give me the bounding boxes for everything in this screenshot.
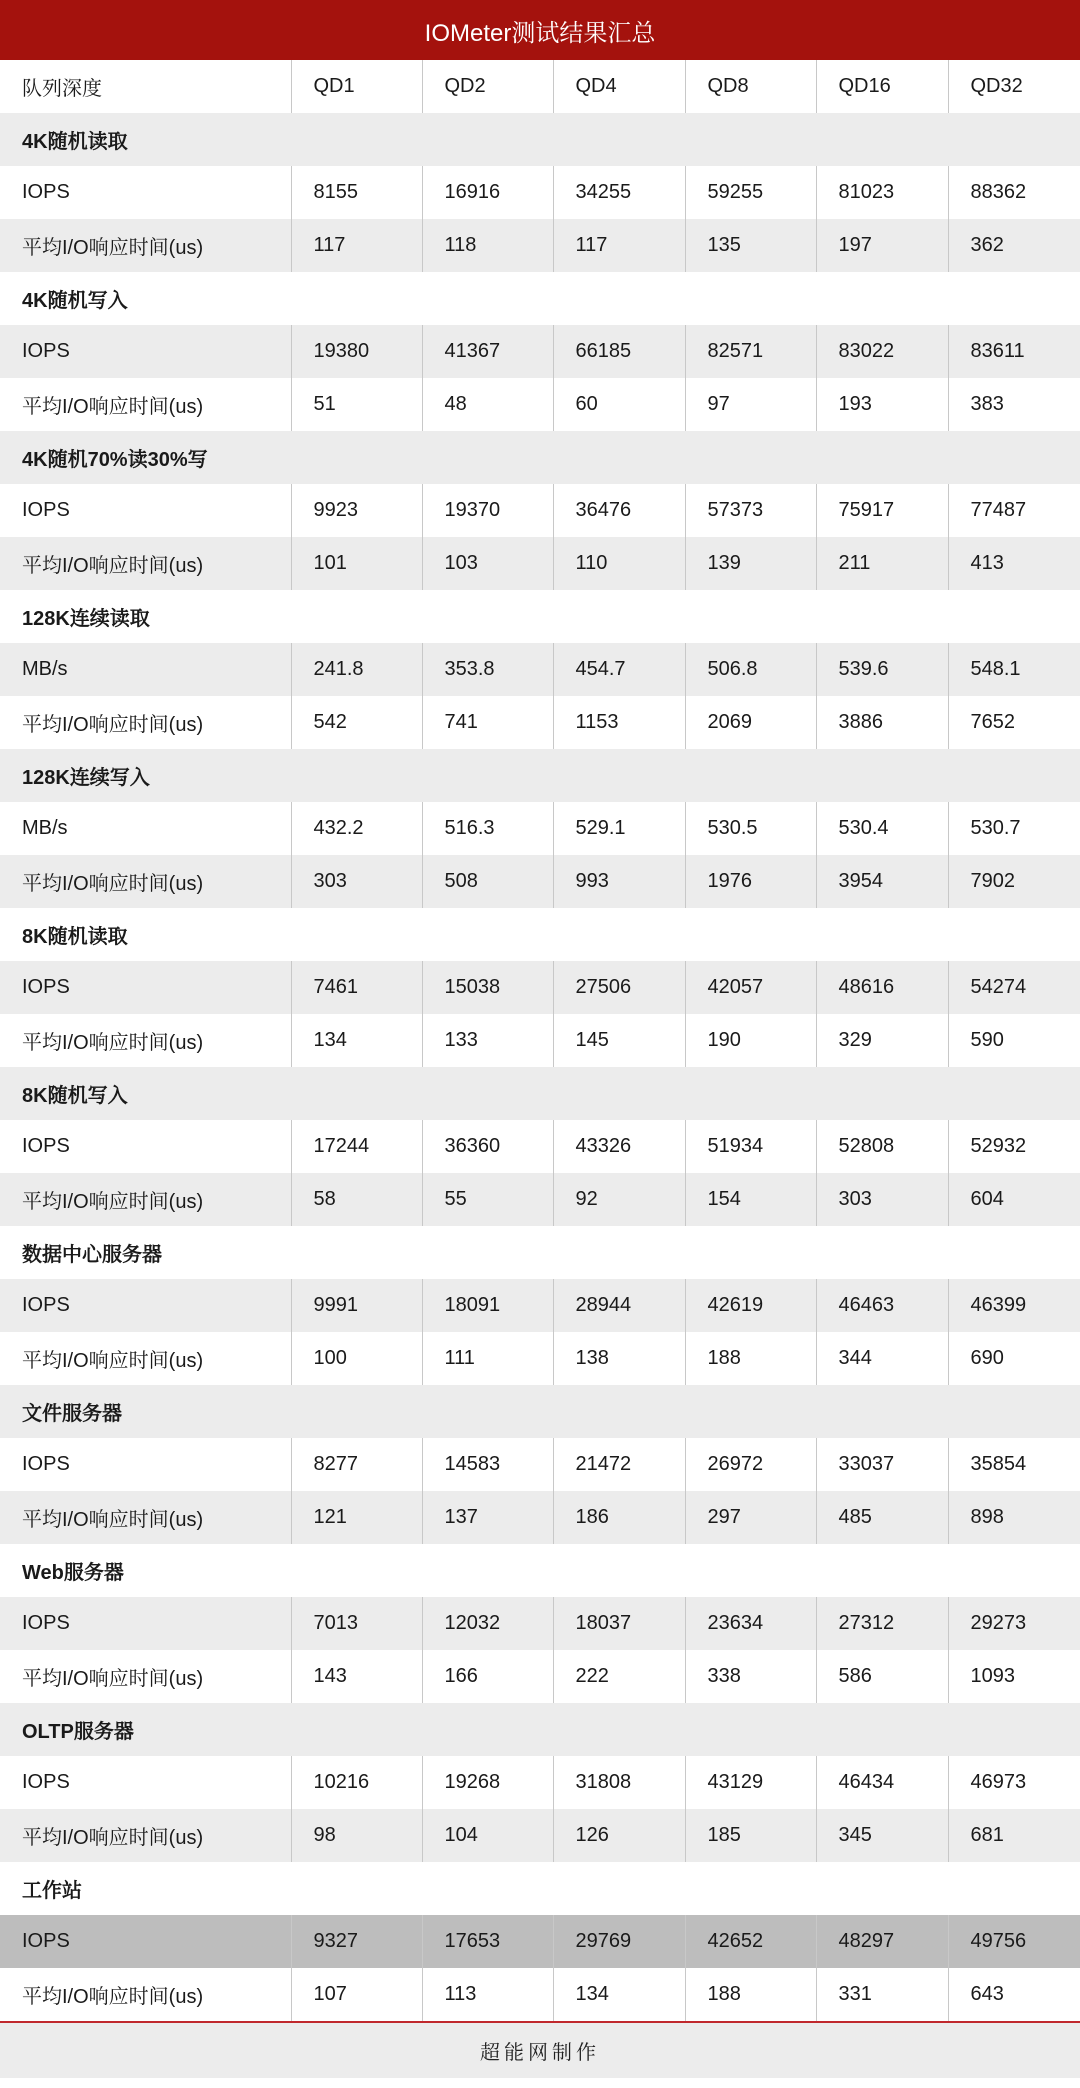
table-row [0, 1332, 1080, 1385]
metric-label: 平均I/O响应时间(us) [0, 219, 291, 272]
section-row [0, 1067, 1080, 1120]
section-title: 文件服务器 [0, 1385, 1080, 1438]
metric-value: 186 [553, 1491, 685, 1544]
metric-label: 平均I/O响应时间(us) [0, 855, 291, 908]
metric-value: 10216 [291, 1756, 422, 1809]
metric-value: 46434 [816, 1756, 948, 1809]
metric-value: 121 [291, 1491, 422, 1544]
metric-label: IOPS [0, 484, 291, 537]
metric-value: 3886 [816, 696, 948, 749]
section-title: 4K随机读取 [0, 113, 1080, 166]
table-row [0, 1173, 1080, 1226]
table-row [0, 484, 1080, 537]
metric-value: 154 [685, 1173, 816, 1226]
metric-value: 104 [422, 1809, 553, 1862]
metric-value: 7461 [291, 961, 422, 1014]
metric-label: MB/s [0, 643, 291, 696]
metric-value: 21472 [553, 1438, 685, 1491]
metric-value: 690 [948, 1332, 1080, 1385]
table-row [0, 1968, 1080, 2021]
metric-value: 48297 [816, 1915, 948, 1968]
metric-value: 57373 [685, 484, 816, 537]
metric-value: 33037 [816, 1438, 948, 1491]
metric-value: 454.7 [553, 643, 685, 696]
table-row [0, 1438, 1080, 1491]
metric-value: 345 [816, 1809, 948, 1862]
metric-value: 133 [422, 1014, 553, 1067]
metric-value: 100 [291, 1332, 422, 1385]
column-header: QD32 [948, 60, 1080, 113]
metric-value: 7652 [948, 696, 1080, 749]
metric-value: 1093 [948, 1650, 1080, 1703]
metric-value: 82571 [685, 325, 816, 378]
column-header: QD1 [291, 60, 422, 113]
metric-value: 43129 [685, 1756, 816, 1809]
section-title: 数据中心服务器 [0, 1226, 1080, 1279]
section-title: 8K随机写入 [0, 1067, 1080, 1120]
metric-label: 平均I/O响应时间(us) [0, 696, 291, 749]
metric-value: 118 [422, 219, 553, 272]
column-header: QD4 [553, 60, 685, 113]
metric-value: 241.8 [291, 643, 422, 696]
section-row [0, 431, 1080, 484]
metric-value: 993 [553, 855, 685, 908]
metric-value: 46399 [948, 1279, 1080, 1332]
metric-label: IOPS [0, 166, 291, 219]
metric-value: 77487 [948, 484, 1080, 537]
metric-value: 103 [422, 537, 553, 590]
metric-label: 平均I/O响应时间(us) [0, 1332, 291, 1385]
metric-value: 60 [553, 378, 685, 431]
metric-value: 83022 [816, 325, 948, 378]
metric-value: 413 [948, 537, 1080, 590]
section-title: 4K随机写入 [0, 272, 1080, 325]
metric-value: 530.4 [816, 802, 948, 855]
metric-value: 134 [553, 1968, 685, 2021]
table-row [0, 1279, 1080, 1332]
metric-value: 9327 [291, 1915, 422, 1968]
metric-label: IOPS [0, 325, 291, 378]
metric-value: 338 [685, 1650, 816, 1703]
metric-value: 353.8 [422, 643, 553, 696]
metric-value: 42619 [685, 1279, 816, 1332]
metric-value: 485 [816, 1491, 948, 1544]
section-title: 8K随机读取 [0, 908, 1080, 961]
section-title: OLTP服务器 [0, 1703, 1080, 1756]
metric-value: 331 [816, 1968, 948, 2021]
table-row [0, 219, 1080, 272]
metric-value: 75917 [816, 484, 948, 537]
metric-value: 55 [422, 1173, 553, 1226]
metric-value: 23634 [685, 1597, 816, 1650]
section-row [0, 749, 1080, 802]
metric-value: 516.3 [422, 802, 553, 855]
metric-value: 530.5 [685, 802, 816, 855]
table-row [0, 1650, 1080, 1703]
metric-label: IOPS [0, 1756, 291, 1809]
section-title: Web服务器 [0, 1544, 1080, 1597]
metric-value: 542 [291, 696, 422, 749]
metric-value: 135 [685, 219, 816, 272]
section-row [0, 1703, 1080, 1756]
metric-value: 46463 [816, 1279, 948, 1332]
metric-value: 36360 [422, 1120, 553, 1173]
section-row [0, 272, 1080, 325]
section-title: 4K随机70%读30%写 [0, 431, 1080, 484]
metric-label: IOPS [0, 961, 291, 1014]
metric-value: 190 [685, 1014, 816, 1067]
metric-value: 59255 [685, 166, 816, 219]
metric-value: 51934 [685, 1120, 816, 1173]
section-row [0, 908, 1080, 961]
metric-value: 29273 [948, 1597, 1080, 1650]
metric-value: 48 [422, 378, 553, 431]
metric-value: 193 [816, 378, 948, 431]
metric-value: 19268 [422, 1756, 553, 1809]
metric-value: 8277 [291, 1438, 422, 1491]
page-title: IOMeter测试结果汇总 [0, 0, 1080, 60]
metric-value: 1976 [685, 855, 816, 908]
metric-value: 46973 [948, 1756, 1080, 1809]
table-row [0, 1809, 1080, 1862]
metric-value: 134 [291, 1014, 422, 1067]
metric-value: 117 [291, 219, 422, 272]
metric-value: 604 [948, 1173, 1080, 1226]
metric-value: 188 [685, 1332, 816, 1385]
metric-value: 14583 [422, 1438, 553, 1491]
metric-label: IOPS [0, 1438, 291, 1491]
metric-value: 211 [816, 537, 948, 590]
metric-label: IOPS [0, 1279, 291, 1332]
metric-value: 17244 [291, 1120, 422, 1173]
metric-value: 43326 [553, 1120, 685, 1173]
metric-value: 188 [685, 1968, 816, 2021]
header-row [0, 60, 1080, 113]
table-row [0, 1597, 1080, 1650]
metric-value: 185 [685, 1809, 816, 1862]
metric-value: 9923 [291, 484, 422, 537]
metric-value: 303 [291, 855, 422, 908]
metric-value: 111 [422, 1332, 553, 1385]
metric-value: 52808 [816, 1120, 948, 1173]
section-title: 128K连续写入 [0, 749, 1080, 802]
table-row [0, 855, 1080, 908]
metric-value: 741 [422, 696, 553, 749]
metric-value: 27312 [816, 1597, 948, 1650]
metric-value: 7013 [291, 1597, 422, 1650]
metric-label: 平均I/O响应时间(us) [0, 378, 291, 431]
table-row [0, 961, 1080, 1014]
metric-value: 530.7 [948, 802, 1080, 855]
metric-value: 28944 [553, 1279, 685, 1332]
metric-label: IOPS [0, 1915, 291, 1968]
table-row [0, 1756, 1080, 1809]
metric-value: 18091 [422, 1279, 553, 1332]
metric-value: 36476 [553, 484, 685, 537]
metric-value: 344 [816, 1332, 948, 1385]
metric-label: 平均I/O响应时间(us) [0, 1809, 291, 1862]
metric-value: 48616 [816, 961, 948, 1014]
column-header: QD2 [422, 60, 553, 113]
metric-value: 222 [553, 1650, 685, 1703]
metric-value: 19370 [422, 484, 553, 537]
section-row [0, 590, 1080, 643]
metric-value: 35854 [948, 1438, 1080, 1491]
table-row [0, 1915, 1080, 1968]
metric-value: 17653 [422, 1915, 553, 1968]
table-row [0, 378, 1080, 431]
metric-value: 41367 [422, 325, 553, 378]
metric-label: IOPS [0, 1120, 291, 1173]
results-table [0, 60, 1080, 2021]
metric-value: 548.1 [948, 643, 1080, 696]
table-row [0, 166, 1080, 219]
metric-label: MB/s [0, 802, 291, 855]
table-row [0, 802, 1080, 855]
metric-value: 508 [422, 855, 553, 908]
metric-value: 26972 [685, 1438, 816, 1491]
metric-value: 66185 [553, 325, 685, 378]
table-row [0, 1491, 1080, 1544]
header-label: 队列深度 [0, 60, 291, 113]
section-row [0, 113, 1080, 166]
metric-value: 101 [291, 537, 422, 590]
metric-value: 49756 [948, 1915, 1080, 1968]
metric-label: 平均I/O响应时间(us) [0, 1173, 291, 1226]
metric-value: 898 [948, 1491, 1080, 1544]
metric-value: 362 [948, 219, 1080, 272]
metric-value: 52932 [948, 1120, 1080, 1173]
metric-value: 586 [816, 1650, 948, 1703]
metric-value: 143 [291, 1650, 422, 1703]
section-title: 128K连续读取 [0, 590, 1080, 643]
table-row [0, 696, 1080, 749]
metric-label: IOPS [0, 1597, 291, 1650]
section-row [0, 1544, 1080, 1597]
metric-value: 81023 [816, 166, 948, 219]
metric-value: 16916 [422, 166, 553, 219]
metric-value: 88362 [948, 166, 1080, 219]
metric-value: 97 [685, 378, 816, 431]
metric-value: 31808 [553, 1756, 685, 1809]
table-row [0, 643, 1080, 696]
metric-value: 51 [291, 378, 422, 431]
metric-value: 138 [553, 1332, 685, 1385]
metric-value: 3954 [816, 855, 948, 908]
metric-value: 1153 [553, 696, 685, 749]
metric-value: 137 [422, 1491, 553, 1544]
metric-value: 92 [553, 1173, 685, 1226]
column-header: QD8 [685, 60, 816, 113]
metric-value: 539.6 [816, 643, 948, 696]
table-row [0, 325, 1080, 378]
section-title: 工作站 [0, 1862, 1080, 1915]
section-row [0, 1226, 1080, 1279]
metric-value: 58 [291, 1173, 422, 1226]
metric-value: 166 [422, 1650, 553, 1703]
metric-label: 平均I/O响应时间(us) [0, 1491, 291, 1544]
metric-value: 506.8 [685, 643, 816, 696]
metric-value: 9991 [291, 1279, 422, 1332]
metric-value: 529.1 [553, 802, 685, 855]
metric-value: 643 [948, 1968, 1080, 2021]
column-header: QD16 [816, 60, 948, 113]
metric-value: 29769 [553, 1915, 685, 1968]
metric-value: 117 [553, 219, 685, 272]
table-row [0, 1014, 1080, 1067]
metric-value: 8155 [291, 166, 422, 219]
section-row [0, 1862, 1080, 1915]
metric-value: 432.2 [291, 802, 422, 855]
metric-value: 113 [422, 1968, 553, 2021]
metric-value: 303 [816, 1173, 948, 1226]
metric-value: 34255 [553, 166, 685, 219]
metric-value: 54274 [948, 961, 1080, 1014]
metric-value: 7902 [948, 855, 1080, 908]
metric-value: 42652 [685, 1915, 816, 1968]
metric-value: 139 [685, 537, 816, 590]
metric-value: 15038 [422, 961, 553, 1014]
metric-value: 98 [291, 1809, 422, 1862]
metric-value: 19380 [291, 325, 422, 378]
metric-value: 2069 [685, 696, 816, 749]
metric-value: 126 [553, 1809, 685, 1862]
footer-credit: 超能网制作 [0, 2021, 1080, 2078]
section-row [0, 1385, 1080, 1438]
metric-value: 83611 [948, 325, 1080, 378]
metric-value: 12032 [422, 1597, 553, 1650]
metric-value: 383 [948, 378, 1080, 431]
metric-value: 145 [553, 1014, 685, 1067]
metric-value: 197 [816, 219, 948, 272]
metric-label: 平均I/O响应时间(us) [0, 1968, 291, 2021]
metric-value: 329 [816, 1014, 948, 1067]
metric-label: 平均I/O响应时间(us) [0, 1650, 291, 1703]
table-row [0, 1120, 1080, 1173]
metric-value: 42057 [685, 961, 816, 1014]
metric-value: 18037 [553, 1597, 685, 1650]
table-row [0, 537, 1080, 590]
metric-label: 平均I/O响应时间(us) [0, 1014, 291, 1067]
metric-value: 590 [948, 1014, 1080, 1067]
metric-value: 297 [685, 1491, 816, 1544]
metric-label: 平均I/O响应时间(us) [0, 537, 291, 590]
metric-value: 681 [948, 1809, 1080, 1862]
metric-value: 107 [291, 1968, 422, 2021]
metric-value: 110 [553, 537, 685, 590]
metric-value: 27506 [553, 961, 685, 1014]
